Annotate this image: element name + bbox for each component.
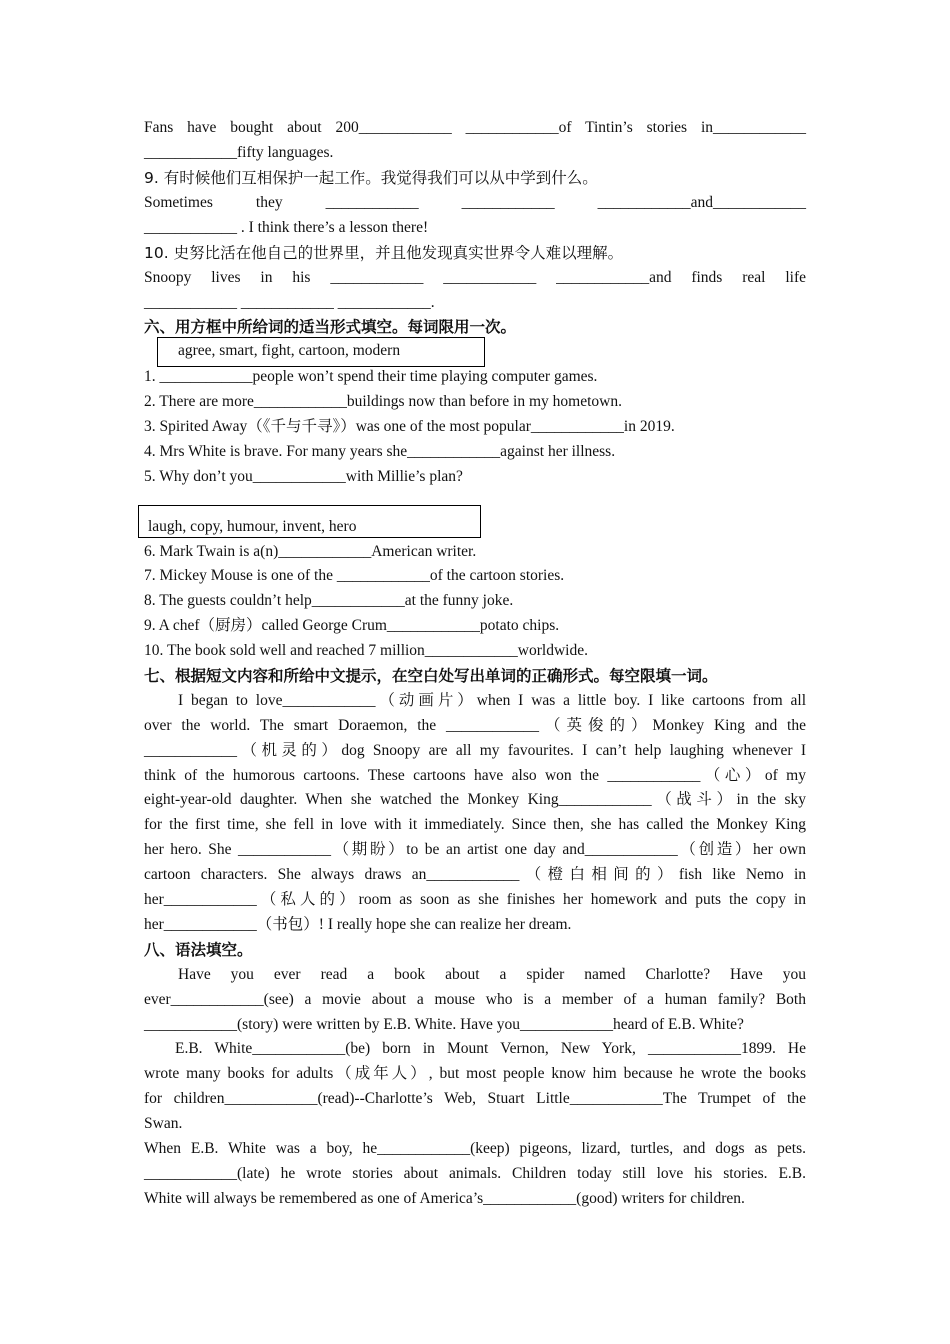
text-line: 1. ____________people won’t spend their time playing computer games. [144,368,598,385]
text-line: 2. There are more____________buildings now than before in my hometown. [144,393,622,410]
text-line: Have you ever read a book about a spider named Charlotte? Have you [178,966,806,983]
text-line: E.B. White____________(be) born in Mount Vernon, New York, ____________1899. He [175,1040,806,1057]
text-line: Swan. [144,1115,183,1132]
text-line: ____________(late) he wrote stories about animals. Children today still love his stories. E.B. [144,1165,806,1182]
text-line: her____________（书包）! I really hope she can realize her dream. [144,916,572,933]
text-line: 3. Spirited Away（《千与千寻》）was one of the most popular____________in 2019. [144,418,675,435]
text-line: ____________fifty languages. [144,144,334,161]
word-box [138,505,481,538]
text-line: 8. The guests couldn’t help____________at the funny joke. [144,592,514,609]
text-line: 9. A chef（厨房）called George Crum____________potato chips. [144,617,560,634]
text-line: 7. Mickey Mouse is one of the ____________of the cartoon stories. [144,567,565,584]
question-heading: 10. 史努比活在他自己的世界里，并且他发现真实世界令人难以理解。 [144,244,624,262]
section-heading: 七、根据短文内容和所给中文提示，在空白处写出单词的正确形式。每空限填一词。 [144,667,718,685]
text-line: 6. Mark Twain is a(n)____________American writer. [144,543,477,560]
text-line: for children____________(read)--Charlotte’s Web, Stuart Little____________The Trumpet of the [144,1090,806,1107]
text-line: 5. Why don’t you____________with Millie’s plan? [144,468,463,485]
text-line: think of the humorous cartoons. These cartoons have also won the ____________（心）of my [144,767,806,784]
text-line: ____________(story) were written by E.B. White. Have you____________heard of E.B. White? [144,1016,744,1033]
text-line: eight-year-old daughter. When she watched the Monkey King____________（战斗）in the sky [144,791,806,808]
text-line: Fans have bought about 200____________ ____________of Tintin’s stories in____________ [144,119,806,136]
text-line: for the first time, she fell in love with it immediately. Since then, she has called the Monkey King [144,816,806,833]
text-line: Snoopy lives in his ____________ ____________ ____________and finds real life [144,269,806,286]
text-line: White will always be remembered as one of America’s____________(good) writers for children. [144,1190,745,1207]
text-line: 10. The book sold well and reached 7 million____________worldwide. [144,642,588,659]
word-box-text: agree, smart, fight, cartoon, modern [178,342,401,359]
word-box-text: laugh, copy, humour, invent, hero [148,518,357,535]
text-line: ____________ . I think there’s a lesson there! [144,219,429,236]
text-line: ____________ ____________ ____________. [144,294,435,311]
text-line: I began to love____________（动画片）when I was a little boy. I like cartoons from all [178,692,806,709]
text-line: ____________（机灵的）dog Snoopy are all my favourites. I can’t help laughing whenever I [144,742,806,759]
text-line: When E.B. White was a boy, he____________(keep) pigeons, lizard, turtles, and dogs as pets. [144,1140,806,1157]
section-heading: 六、用方框中所给词的适当形式填空。每词限用一次。 [144,318,517,336]
text-line: over the world. The smart Doraemon, the ____________（英俊的）Monkey King and the [144,717,806,734]
section-heading: 八、语法填空。 [144,941,253,959]
text-line: ever____________(see) a movie about a mouse who is a member of a human family? Both [144,991,806,1008]
word-box [157,337,485,367]
question-heading: 9. 有时候他们互相保护一起工作。我觉得我们可以从中学到什么。 [144,169,598,187]
text-line: her hero. She ____________（期盼）to be an artist one day and____________（创造）her own [144,841,806,858]
text-line: wrote many books for adults（成年人）, but most people know him because he wrote the books [144,1065,806,1082]
text-line: her____________（私人的）room as soon as she finishes her homework and puts the copy in [144,891,806,908]
text-line: Sometimes they ____________ ____________ ____________and____________ [144,194,806,211]
text-line: cartoon characters. She always draws an____________（橙白相间的）fish like Nemo in [144,866,806,883]
text-line: 4. Mrs White is brave. For many years she____________against her illness. [144,443,616,460]
